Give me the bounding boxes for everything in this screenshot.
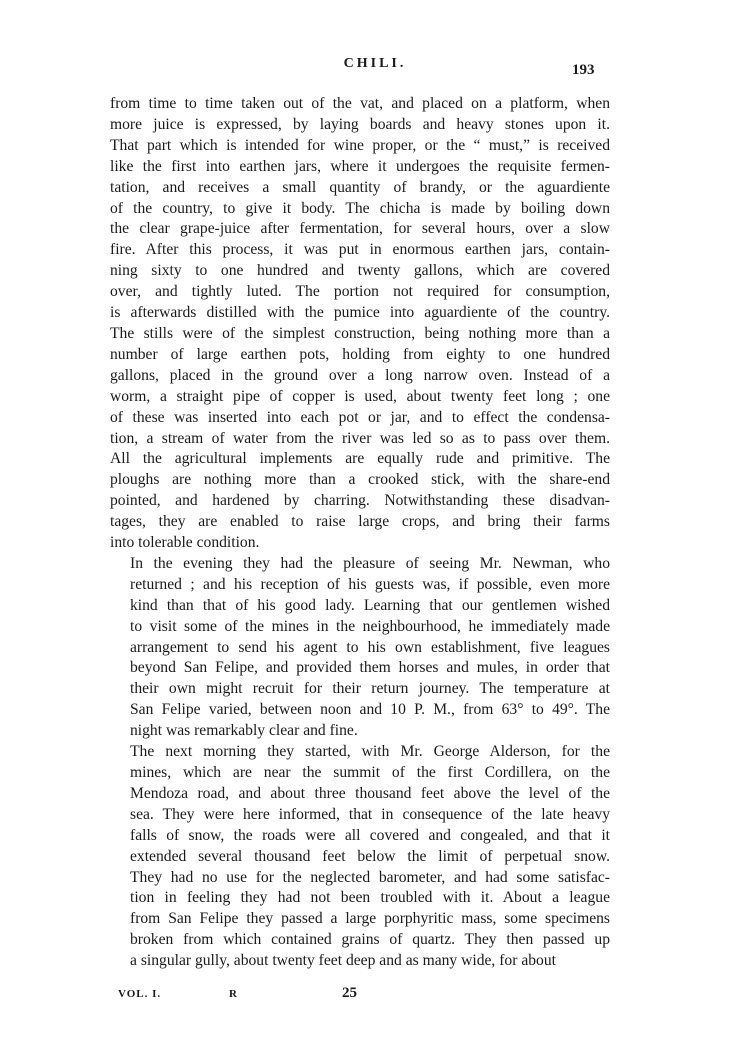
text-line: broken from which contained grains of quartz. They then passed up — [130, 931, 610, 949]
text-line: of these was inserted into each pot or jar, and to effect the condensa- — [110, 408, 610, 426]
running-title: CHILI. — [343, 56, 407, 71]
page-number: 193 — [572, 62, 595, 78]
text-line: In the evening they had the pleasure of seeing Mr. Newman, who — [130, 554, 610, 572]
text-line: the clear grape-juice after fermentation, for several hours, over a slow — [110, 220, 610, 238]
text-line: a singular gully, about twenty feet deep and as many wide, for about — [130, 952, 556, 970]
signature-number: 25 — [342, 985, 357, 1001]
text-line: over, and tightly luted. The portion not required for consumption, — [110, 283, 610, 301]
text-line: from time to time taken out of the vat, and placed on a platform, when — [110, 95, 610, 112]
body-text — [110, 94, 610, 972]
text-line: worm, a straight pipe of copper is used, about twenty feet long ; one — [110, 387, 610, 405]
paragraph — [110, 742, 610, 972]
text-line: their own might recruit for their return journey. The temperature at — [130, 680, 610, 698]
text-line: extended several thousand feet below the limit of perpetual snow. — [130, 847, 610, 865]
text-line: number of large earthen pots, holding from eighty to one hundred — [110, 345, 610, 363]
text-line: ning sixty to one hundred and twenty gallons, which are covered — [110, 262, 610, 280]
text-line: of the country, to give it body. The chicha is made by boiling down — [110, 199, 610, 217]
paragraph — [110, 554, 610, 742]
text-line: They had no use for the neglected barometer, and had some satisfac- — [130, 868, 610, 886]
text-line: The stills were of the simplest construction, being nothing more than a — [110, 324, 610, 342]
text-line: night was remarkably clear and fine. — [130, 722, 358, 740]
text-line: more juice is expressed, by laying boards and heavy stones upon it. — [110, 115, 610, 133]
signature-letter: R — [229, 988, 238, 1000]
text-line: Mendoza road, and about three thousand feet above the level of the — [130, 784, 610, 802]
text-line: returned ; and his reception of his guests was, if possible, even more — [130, 575, 610, 593]
text-line: is afterwards distilled with the pumice into aguardiente of the country. — [110, 304, 610, 322]
text-line: pointed, and hardened by charring. Notwithstanding these disadvan- — [110, 492, 610, 510]
text-line: tation, and receives a small quantity of brandy, or the aguardiente — [110, 178, 610, 196]
text-line: tion, a stream of water from the river was led so as to pass over them. — [110, 429, 610, 447]
text-line: ploughs are nothing more than a crooked stick, with the share-end — [110, 471, 610, 489]
paragraph — [110, 94, 610, 554]
text-line: to visit some of the mines in the neighbourhood, he immediately made — [130, 617, 610, 635]
text-line: beyond San Felipe, and provided them horses and mules, in order that — [130, 659, 610, 677]
text-line: from San Felipe they passed a large porphyritic mass, some specimens — [130, 910, 610, 928]
text-line: fire. After this process, it was put in enormous earthen jars, contain- — [110, 241, 610, 259]
text-line: That part which is intended for wine proper, or the “ must,” is received — [110, 136, 610, 154]
text-line: The next morning they started, with Mr. George Alderson, for the — [130, 743, 610, 761]
text-line: tion in feeling they had not been troubled with it. About a league — [130, 889, 610, 907]
text-line: All the agricultural implements are equally rude and primitive. The — [110, 450, 610, 468]
volume-label: VOL. I. — [118, 988, 162, 1000]
page-footer — [0, 985, 750, 1005]
text-line: mines, which are near the summit of the first Cordillera, on the — [130, 764, 610, 781]
text-line: like the first into earthen jars, where it undergoes the requisite fermen- — [110, 157, 610, 175]
text-line: arrangement to send his agent to his own establishment, five leagues — [130, 638, 610, 656]
text-line: sea. They were here informed, that in consequence of the late heavy — [130, 805, 610, 823]
text-line: into tolerable condition. — [110, 534, 260, 552]
text-line: San Felipe varied, between noon and 10 P. M., from 63° to 49°. The — [130, 701, 610, 719]
text-line: gallons, placed in the ground over a long narrow oven. Instead of a — [110, 366, 610, 384]
text-line: kind than that of his good lady. Learning that our gentlemen wished — [130, 596, 610, 614]
text-line: tages, they are enabled to raise large crops, and bring their farms — [110, 513, 610, 531]
text-line: falls of snow, the roads were all covered and congealed, and that it — [130, 826, 610, 844]
